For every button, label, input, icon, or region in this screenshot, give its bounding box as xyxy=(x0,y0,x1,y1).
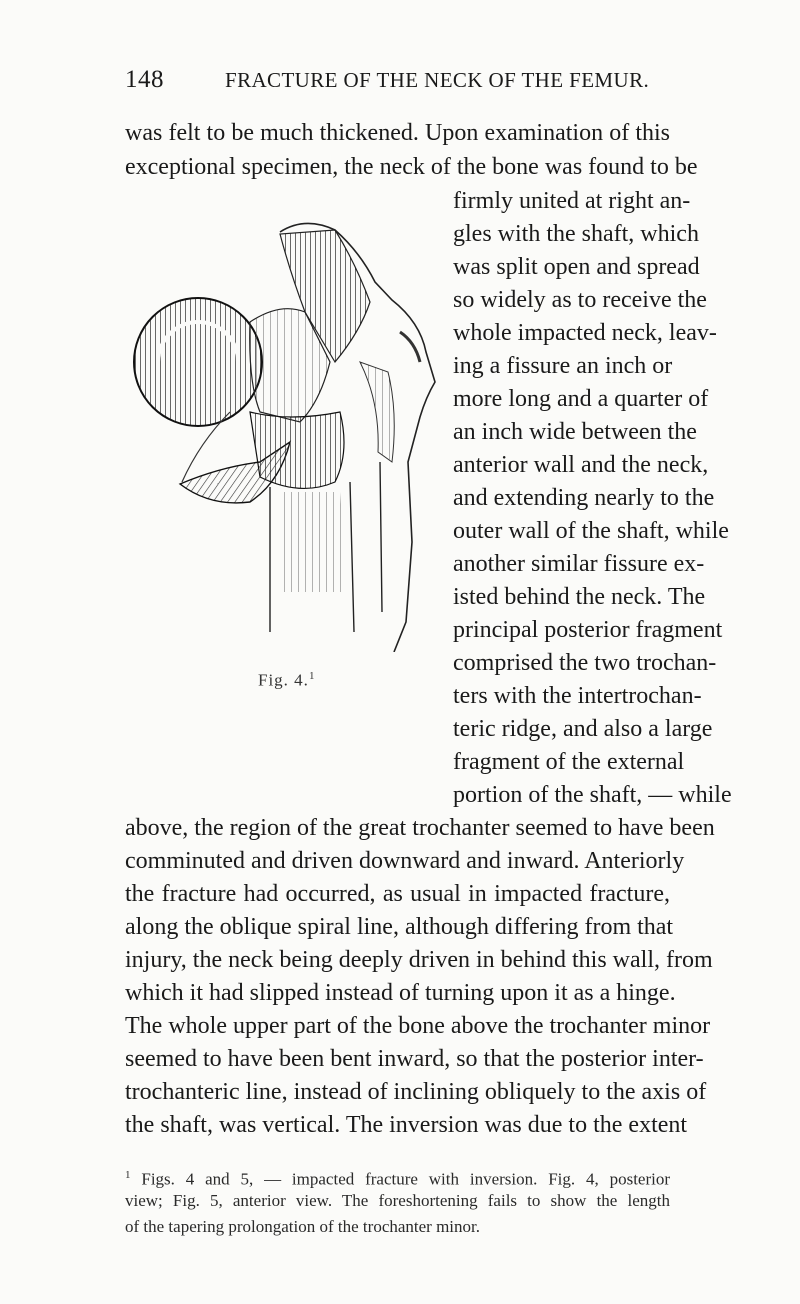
body-line: trochanteric line, instead of inclining obliquely to the axis of xyxy=(125,1079,707,1105)
body-line: which it had slipped instead of turning upon it as a hinge. xyxy=(125,980,676,1006)
body-line: The whole upper part of the bone above the trochanter minor xyxy=(125,1013,711,1039)
body-line: along the oblique spiral line, although differing from that xyxy=(125,914,674,940)
body-line: gles with the shaft, which xyxy=(453,221,699,247)
body-line: comminuted and driven downward and inward. Anteriorly xyxy=(125,848,685,874)
page-header xyxy=(125,66,670,100)
body-line: exceptional specimen, the neck of the bone was found to be xyxy=(125,154,698,180)
body-line: principal posterior fragment xyxy=(453,617,723,643)
body-line: isted behind the neck. The xyxy=(453,584,706,610)
body-line: whole impacted neck, leav- xyxy=(453,320,717,346)
footnote-line: view; Fig. 5, anterior view. The foreshortening fails to show the length xyxy=(125,1191,670,1210)
body-line: teric ridge, and also a large xyxy=(453,716,713,742)
body-line: and extending nearly to the xyxy=(453,485,715,511)
body-line: was felt to be much thickened. Upon examination of this xyxy=(125,120,670,146)
body-line: fragment of the external xyxy=(453,749,685,775)
footnote-line: $^1$ Figs. 4 and 5, — impacted fracture with inversion. Fig. 4, posterior xyxy=(125,1169,671,1189)
femur-engraving-icon xyxy=(130,212,442,652)
footnote-mark: 1 xyxy=(125,1169,131,1181)
page-number: 148 xyxy=(125,66,164,93)
body-line: ters with the intertrochan- xyxy=(453,683,702,709)
body-line: above, the region of the great trochanter seemed to have been xyxy=(125,815,715,841)
body-line: outer wall of the shaft, while xyxy=(453,518,729,544)
body-line: ing a fissure an inch or xyxy=(453,353,673,379)
body-line: the fracture had occurred, as usual in impacted fracture, xyxy=(125,881,670,907)
body-line: portion of the shaft, — while xyxy=(453,782,732,808)
body-line: was split open and spread xyxy=(453,254,700,280)
body-line: comprised the two trochan- xyxy=(453,650,717,676)
body-line: another similar fissure ex- xyxy=(453,551,705,577)
body-line: the shaft, was vertical. The inversion was due to the extent xyxy=(125,1112,688,1138)
body-line: injury, the neck being deeply driven in behind this wall, from xyxy=(125,947,713,973)
body-line: more long and a quarter of xyxy=(453,386,709,412)
running-title: FRACTURE OF THE NECK OF THE FEMUR. xyxy=(225,68,650,92)
body-line: so widely as to receive the xyxy=(453,287,707,313)
figure-caption-mark: 1 xyxy=(308,670,316,682)
body-line: seemed to have been bent inward, so that the posterior inter- xyxy=(125,1046,704,1072)
footnote-line: of the tapering prolongation of the trochanter minor. xyxy=(125,1217,481,1236)
body-line: an inch wide between the xyxy=(453,419,697,445)
body-line: firmly united at right an- xyxy=(453,188,691,214)
body-line: anterior wall and the neck, xyxy=(453,452,709,478)
figure-caption: Fig. 4.$^1$ xyxy=(258,670,316,690)
